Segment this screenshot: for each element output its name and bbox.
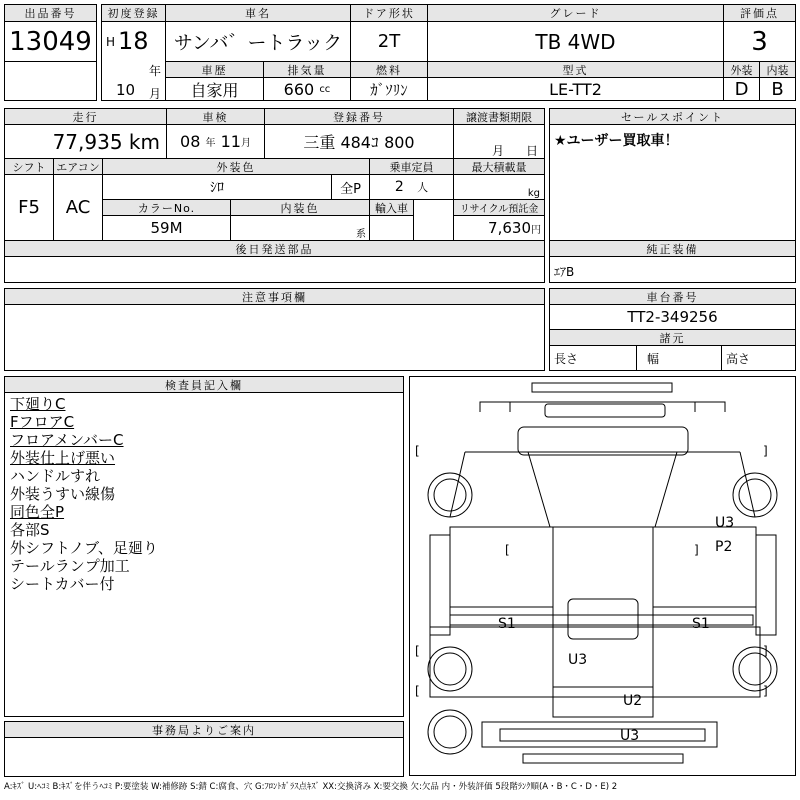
damage-mark: S1 xyxy=(692,616,710,632)
recycle xyxy=(453,215,545,241)
recycle-value: 7,630 xyxy=(488,219,531,237)
mileage-value: 77,935 xyxy=(52,129,123,154)
history: 自家用 xyxy=(165,77,264,101)
capacity-label: 乗車定員 xyxy=(369,158,454,175)
history-label: 車歴 xyxy=(165,61,264,78)
transfer-month: 月 xyxy=(492,144,505,158)
inspector-notes xyxy=(4,392,404,717)
equipment-box xyxy=(549,256,796,283)
door-label: ドア形状 xyxy=(350,4,428,22)
shift: F5 xyxy=(4,174,54,241)
capacity-unit: 人 xyxy=(417,181,429,194)
lot-blank xyxy=(4,61,97,101)
reg-label: 登録番号 xyxy=(264,108,454,125)
height-label: 高さ xyxy=(721,345,796,371)
damage-mark: U3 xyxy=(620,728,640,744)
grade: TB 4WD xyxy=(427,21,724,62)
transfer-label: 譲渡書類期限 xyxy=(453,108,545,125)
damage-mark: S1 xyxy=(498,616,516,632)
caution-box xyxy=(4,304,545,371)
caution-label: 注意事項欄 xyxy=(4,288,545,305)
diagram-bracket: ] xyxy=(763,684,768,698)
model-label: 型式 xyxy=(427,61,724,78)
diagram-bracket: [ xyxy=(415,444,420,458)
score-label: 評価点 xyxy=(723,4,796,22)
inspector-note: 外装仕上げ悪い xyxy=(10,449,116,467)
left-door xyxy=(450,527,553,607)
width-label: 幅 xyxy=(636,345,722,371)
windshield xyxy=(518,427,688,455)
office-box xyxy=(4,737,404,777)
diagram-bracket: [ xyxy=(415,684,420,698)
paint-status: 全P xyxy=(331,174,370,200)
equipment: ｴｱB xyxy=(554,265,575,279)
interior-label: 内装 xyxy=(759,61,796,78)
damage-mark: U3 xyxy=(715,515,735,531)
damage-mark: P2 xyxy=(715,539,733,555)
rear-step xyxy=(523,754,683,763)
diagram-bracket: [ xyxy=(415,644,420,658)
front-bumper xyxy=(532,383,672,392)
insp-month: 11 xyxy=(220,132,241,151)
inspector-note: ハンドルすれ xyxy=(10,467,101,485)
chassis-label: 車台番号 xyxy=(549,288,796,305)
transfer-day: 日 xyxy=(526,144,539,158)
first-reg-month: 10 xyxy=(116,81,136,99)
cab-top xyxy=(528,452,677,527)
reg-number: 三重 484ｺ 800 xyxy=(264,124,454,159)
car-name-label: 車名 xyxy=(165,4,351,22)
inspector-note: 外装うすい線傷 xyxy=(10,485,116,503)
later-parts-box xyxy=(4,256,545,283)
rear-lights-bar xyxy=(500,729,705,741)
rear-bumper xyxy=(482,722,717,747)
capacity-value: 2 xyxy=(394,179,404,195)
vehicle-diagram xyxy=(410,377,795,775)
wheel-rear-left-inner xyxy=(434,653,466,685)
sales-point-box xyxy=(549,124,796,241)
damage-mark: U2 xyxy=(623,693,643,709)
spare-wheel-inner xyxy=(434,716,466,748)
displacement-label: 排気量 xyxy=(263,61,351,78)
diagram-bracket: ] xyxy=(763,444,768,458)
door-type: 2T xyxy=(350,21,428,62)
office-label: 事務局よりご案内 xyxy=(4,721,404,738)
inspector-note: 各部S xyxy=(10,521,50,539)
import-value xyxy=(369,215,414,241)
length-label: 長さ xyxy=(549,345,637,371)
exterior-label: 外装 xyxy=(723,61,760,78)
right-door xyxy=(653,527,756,607)
import-blank xyxy=(413,199,454,241)
equipment-label: 純正装備 xyxy=(549,240,796,257)
fuel: ｶﾞｿﾘﾝ xyxy=(350,77,428,101)
lot-number-label: 出品番号 xyxy=(4,4,97,22)
lot-number: 13049 xyxy=(4,21,97,62)
first-reg-year: 18 xyxy=(118,27,149,55)
capacity xyxy=(369,174,454,200)
inspector-note: 下廻りC xyxy=(10,395,66,413)
year-unit: 年 xyxy=(149,64,162,78)
inspector-note: シートカバー付 xyxy=(10,575,115,593)
left-step xyxy=(430,535,450,635)
bed-hatch xyxy=(568,599,638,639)
damage-mark: U3 xyxy=(568,652,588,668)
wheel-front-right xyxy=(733,473,777,517)
load-label: 最大積載量 xyxy=(453,158,545,175)
right-step xyxy=(756,535,776,635)
inspector-note: テールランプ加工 xyxy=(10,557,130,575)
month-unit: 月 xyxy=(149,87,162,101)
inspection xyxy=(166,124,265,159)
sales-point-text: ★ユーザー買取車！ xyxy=(554,133,679,149)
inspector-note: FフロアC xyxy=(10,413,75,431)
spare-wheel xyxy=(428,710,472,754)
grade-label: グレード xyxy=(427,4,724,22)
sales-label: セールスポイント xyxy=(549,108,796,125)
legend-footer: A:ｷｽﾞ U:ﾍｺﾐ B:ｷｽﾞを伴うﾍｺﾐ P:要塗装 W:補修跡 S:錆 C:腐食、穴 G:ﾌﾛﾝﾄｶﾞﾗｽ点ｷｽﾞ XX:交換済み X:要交換 欠:欠品 内・外装評価 5段階ﾗﾝｸ順(A・B・C・D・E) 2 xyxy=(4,782,618,792)
chassis-number: TT2-349256 xyxy=(549,304,796,330)
insp-month-unit: 月 xyxy=(240,138,251,149)
vehicle-diagram-box xyxy=(409,376,796,776)
first-registration-box xyxy=(101,4,166,101)
displacement-value: 660 xyxy=(283,79,315,99)
import-label: 輸入車 xyxy=(369,199,414,216)
int-color-label: 内装色 xyxy=(230,199,370,216)
wheel-rear-right xyxy=(733,647,777,691)
color: ｼﾛ xyxy=(102,174,332,200)
inspection-label: 車検 xyxy=(166,108,265,125)
model: LE-TT2 xyxy=(427,77,724,101)
diagram-bracket: [ xyxy=(505,543,510,557)
shift-label: シフト xyxy=(4,158,54,175)
color-label: 外装色 xyxy=(102,158,370,175)
inspector-note: 同色全P xyxy=(10,503,65,521)
wheel-rear-left xyxy=(428,647,472,691)
int-color-unit: 系 xyxy=(230,215,370,241)
inspector-note: 外シフトノブ、足廻り xyxy=(10,539,158,557)
front-grille xyxy=(545,404,665,417)
diagram-bracket: ] xyxy=(694,543,699,557)
wheel-front-left xyxy=(428,473,472,517)
inspector-note: フロアメンバーC xyxy=(10,431,124,449)
wheel-front-right-inner xyxy=(739,479,771,511)
car-name: サンバ゛ートラック xyxy=(165,21,351,62)
interior-grade: B xyxy=(759,77,796,101)
fuel-label: 燃料 xyxy=(350,61,428,78)
cab-outline xyxy=(450,452,755,517)
displacement xyxy=(263,77,351,101)
recycle-unit: 円 xyxy=(531,224,541,236)
color-no: 59M xyxy=(102,215,231,241)
inspector-label: 検査員記入欄 xyxy=(4,376,404,393)
load-unit: kg xyxy=(453,174,545,200)
wheel-front-left-inner xyxy=(434,479,466,511)
dims-label: 諸元 xyxy=(549,329,796,346)
insp-year: 08 xyxy=(180,132,201,151)
ac: AC xyxy=(53,174,103,241)
diagram-bracket: ] xyxy=(763,644,768,658)
transfer-deadline xyxy=(453,124,545,159)
ac-label: エアコン xyxy=(53,158,103,175)
insp-year-unit: 年 xyxy=(205,138,216,149)
later-parts-label: 後日発送部品 xyxy=(4,240,545,257)
color-no-label: カラーNo. xyxy=(102,199,231,216)
mileage xyxy=(4,124,167,159)
score: 3 xyxy=(723,21,796,62)
exterior-grade: D xyxy=(723,77,760,101)
mileage-unit: km xyxy=(128,129,160,154)
first-registration-label: 初度登録 xyxy=(101,4,166,22)
mileage-label: 走行 xyxy=(4,108,167,125)
displacement-unit: cc xyxy=(319,83,331,95)
era: H xyxy=(106,35,116,49)
recycle-label: リサイクル預託金 xyxy=(453,199,545,216)
